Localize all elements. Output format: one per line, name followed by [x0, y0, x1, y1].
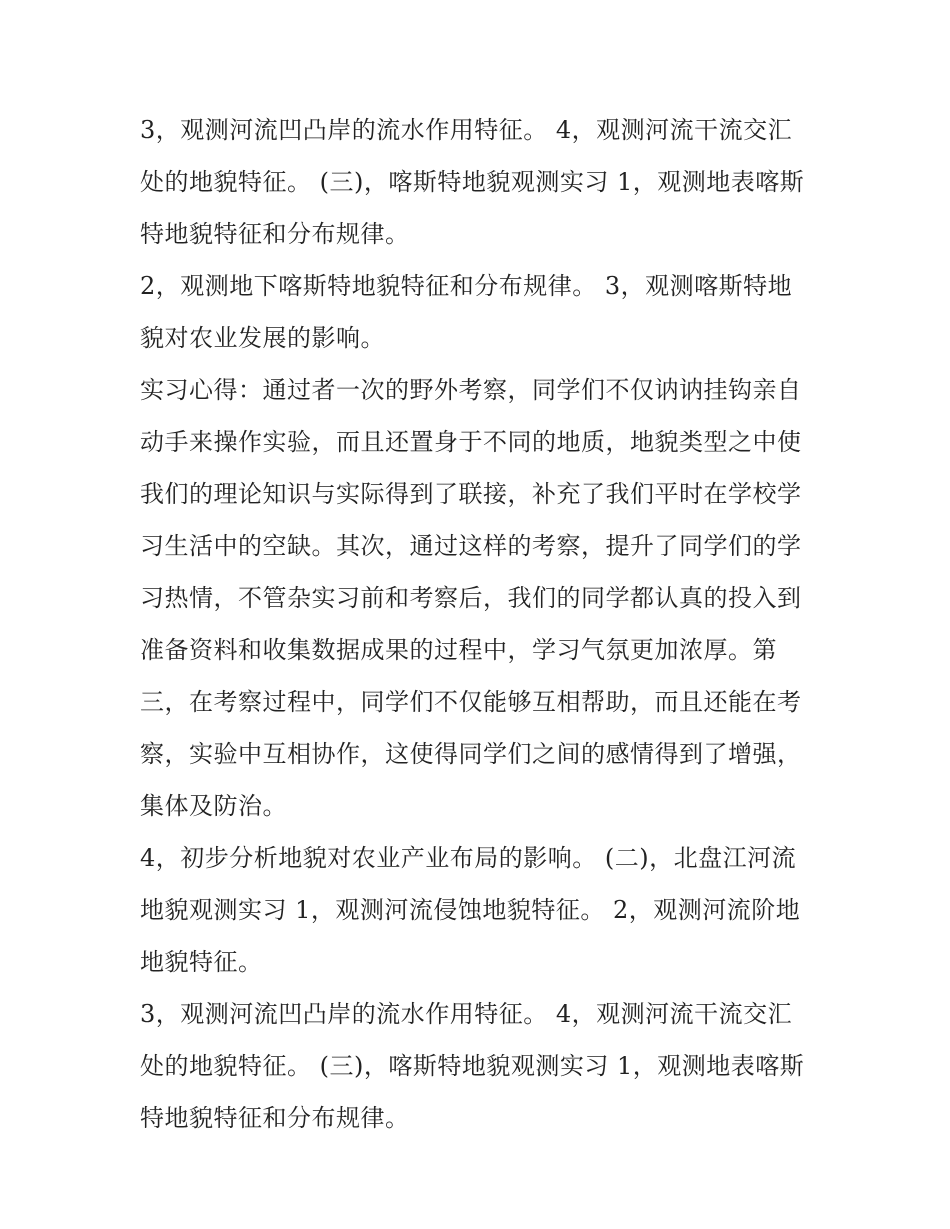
text-line: 察，实验中互相协作，这使得同学们之间的感情得到了增强，: [140, 740, 802, 768]
text-line: 实习心得：通过者一次的野外考察，同学们不仅讷讷挂钩亲自: [140, 376, 802, 404]
text-line: 特地貌特征和分布规律。: [140, 220, 410, 248]
paragraph-2: [140, 260, 815, 364]
text-line: 4，初步分析地貌对农业产业布局的影响。 (二)，北盘江河流: [140, 844, 797, 872]
text-line: 地貌观测实习 1，观测河流侵蚀地貌特征。 2，观测河流阶地: [140, 896, 801, 924]
text-line: 2，观测地下喀斯特地貌特征和分布规律。 3，观测喀斯特地: [140, 272, 793, 300]
text-line: 3，观测河流凹凸岸的流水作用特征。 4，观测河流干流交汇: [140, 1000, 793, 1028]
text-line: 特地貌特征和分布规律。: [140, 1104, 410, 1132]
text-line: 习生活中的空缺。其次，通过这样的考察，提升了同学们的学: [140, 532, 802, 560]
paragraph-4: [140, 832, 815, 988]
text-line: 我们的理论知识与实际得到了联接，补充了我们平时在学校学: [140, 480, 802, 508]
paragraph-internship-reflection: [140, 364, 815, 832]
text-line: 处的地貌特征。 (三)，喀斯特地貌观测实习 1，观测地表喀斯: [140, 168, 805, 196]
paragraph-5: [140, 988, 815, 1144]
text-line: 准备资料和收集数据成果的过程中，学习气氛更加浓厚。第: [140, 636, 777, 664]
text-line: 貌对农业发展的影响。: [140, 324, 385, 352]
document-body: [140, 104, 815, 1144]
text-line: 习热情，不管杂实习前和考察后，我们的同学都认真的投入到: [140, 584, 802, 612]
text-line: 三，在考察过程中，同学们不仅能够互相帮助，而且还能在考: [140, 688, 802, 716]
paragraph-1: [140, 104, 815, 260]
text-line: 动手来操作实验，而且还置身于不同的地质，地貌类型之中使: [140, 428, 802, 456]
text-line: 3，观测河流凹凸岸的流水作用特征。 4，观测河流干流交汇: [140, 116, 793, 144]
text-line: 处的地貌特征。 (三)，喀斯特地貌观测实习 1，观测地表喀斯: [140, 1052, 805, 1080]
text-line: 地貌特征。: [140, 948, 263, 976]
text-line: 集体及防治。: [140, 792, 287, 820]
